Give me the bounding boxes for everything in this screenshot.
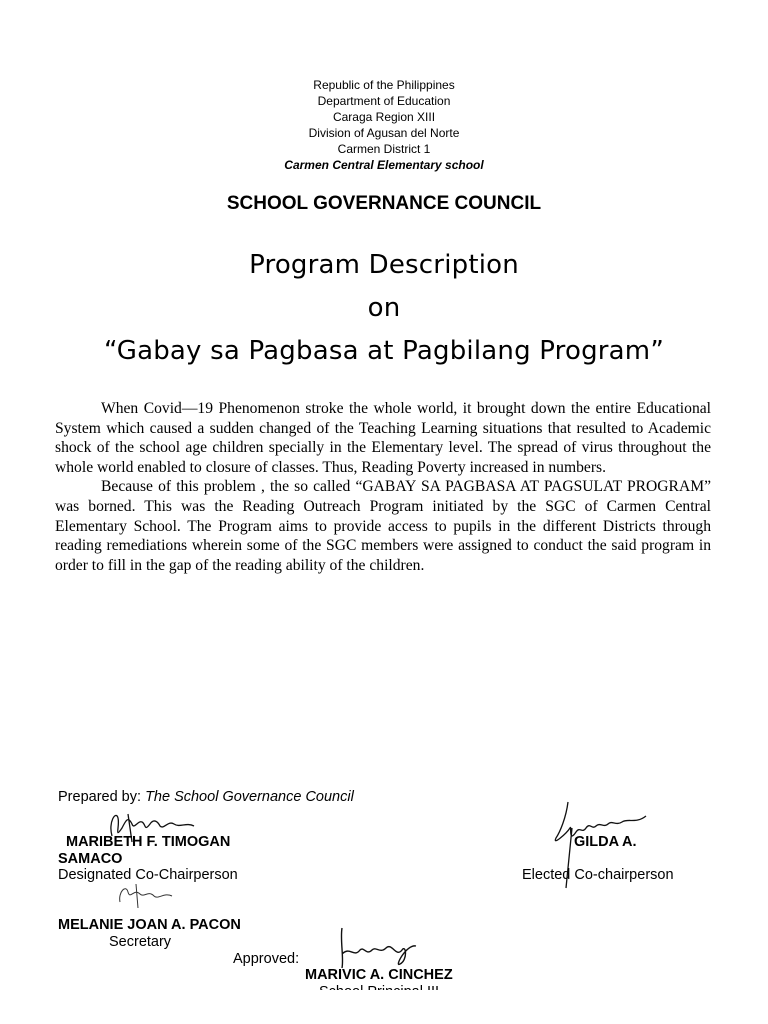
signature-3-image (112, 880, 182, 910)
title-line-2: on (367, 293, 401, 323)
approver-name: MARIVIC A. CINCHEZ (305, 967, 453, 983)
signer-1-name: MARIBETH F. TIMOGAN (66, 834, 231, 850)
signer-1-name-continued: SAMACO (58, 851, 123, 867)
signer-3-role: Secretary (109, 934, 172, 950)
prepared-value: The School Governance Council (145, 789, 354, 805)
body-text (55, 399, 711, 575)
header-school-name: Carmen Central Elementary school (284, 158, 484, 172)
header-line-department: Department of Education (317, 94, 451, 108)
council-heading: SCHOOL GOVERNANCE COUNCIL (226, 193, 542, 214)
page-bottom-cutoff (0, 990, 768, 1024)
approved-label: Approved: (233, 951, 300, 967)
signer-2-name: GILDA A. (574, 834, 637, 850)
signer-1-role: Designated Co-Chairperson (58, 867, 238, 883)
body-paragraph-1: When Covid—19 Phenomenon stroke the whole world, it brought down the entire Educational System which caused a sudden changed of the Teaching Learning situations that resulted to Academic shock of the school age children specially in the Elementary level. The spread of virus throughout the whole world enabled to closure of classes. Thus, Reading Poverty increased in numbers. (55, 400, 711, 476)
body-paragraph-2: Because of this problem , the so called “GABAY SA PAGBASA AT PAGSULAT PROGRAM” was borned. This was the Reading Outreach Program initiated by the SGC of Carmen Central Elementary School. The Program aims to provide access to pupils in the different Districts through reading remediations wherein some of the SGC members were assigned to conduct the said program in order to fill in the gap of the reading ability of the children. (55, 478, 711, 574)
title-line-3: “Gabay sa Pagbasa at Pagbilang Program” (103, 336, 665, 366)
title-line-1: Program Description (249, 250, 519, 280)
header-line-republic: Republic of the Philippines (313, 78, 455, 92)
header-line-division: Division of Agusan del Norte (308, 126, 460, 140)
signer-2-role: Elected Co-chairperson (522, 867, 674, 883)
signer-3-name: MELANIE JOAN A. PACON (58, 917, 241, 933)
prepared-label: Prepared by: (58, 789, 142, 805)
prepared-by-line (58, 789, 354, 805)
header-line-region: Caraga Region XIII (332, 110, 436, 124)
header-line-district: Carmen District 1 (337, 142, 431, 156)
